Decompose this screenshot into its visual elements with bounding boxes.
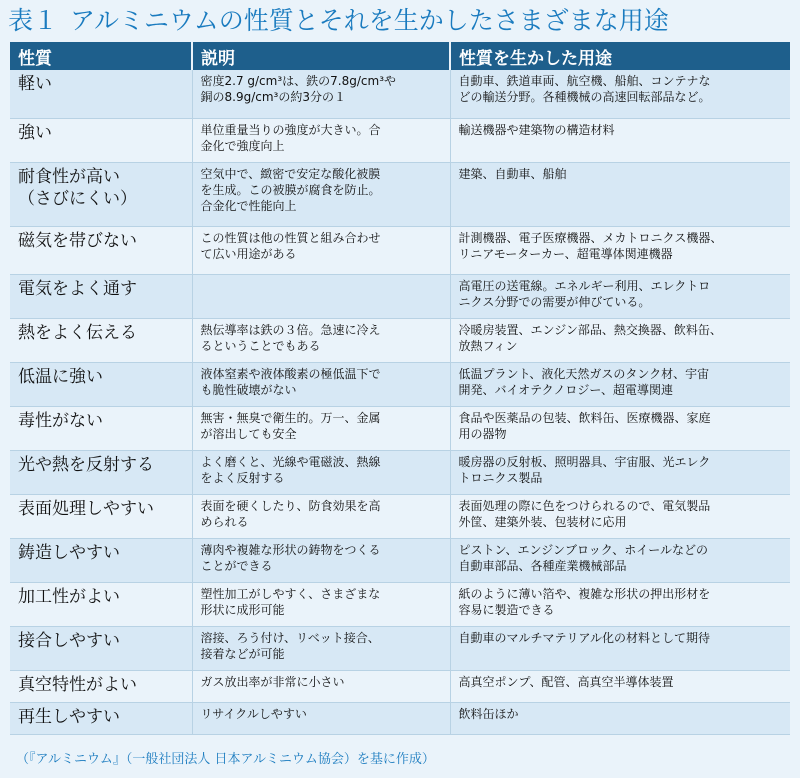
- description-line: この性質は他の性質と組み合わせ: [200, 230, 381, 245]
- description-line: 液体窒素や液体酸素の極低温下で: [200, 366, 381, 381]
- property-line: 磁気を帯びない: [18, 230, 137, 251]
- property-cell: [10, 162, 192, 226]
- table-body: [10, 70, 790, 734]
- description-cell: [192, 538, 450, 582]
- table-row: [10, 162, 790, 226]
- description-line: 金化で強度向上: [200, 138, 285, 153]
- uses-line: 飲料缶ほか: [458, 706, 519, 721]
- description-line: 無害・無臭で衛生的。万一、金属: [200, 410, 381, 425]
- uses-line: ピストン、エンジンブロック、ホイールなどの: [458, 542, 708, 557]
- uses-line: 紙のように薄い箔や、複雑な形状の押出形材を: [458, 586, 711, 601]
- description-line: も脆性破壊がない: [200, 382, 297, 397]
- property-line: 加工性がよい: [18, 586, 120, 607]
- uses-cell: [450, 670, 790, 702]
- table-row: [10, 494, 790, 538]
- description-cell: [192, 162, 450, 226]
- property-line: 光や熱を反射する: [18, 454, 154, 475]
- description-line: 熱伝導率は鉄の３倍。急速に冷え: [200, 322, 381, 337]
- uses-cell: [450, 318, 790, 362]
- description-line: められる: [200, 514, 249, 529]
- description-line: て広い用途がある: [200, 246, 297, 261]
- uses-line: 輸送機器や建築物の構造材料: [458, 122, 615, 137]
- uses-cell: [450, 162, 790, 226]
- property-line: 耐食性が高い: [18, 166, 120, 187]
- uses-cell: [450, 362, 790, 406]
- table-title: [6, 4, 669, 38]
- description-cell: [192, 582, 450, 626]
- header-uses: 性質を生かした用途: [450, 42, 790, 70]
- description-cell: [192, 702, 450, 734]
- uses-line: 容易に製造できる: [458, 602, 555, 617]
- property-cell: [10, 450, 192, 494]
- table-title-text: アルミニウムの性質とそれを生かしたさまざまな用途: [70, 6, 669, 35]
- description-cell: [192, 494, 450, 538]
- properties-table: [10, 42, 790, 735]
- property-cell: [10, 670, 192, 702]
- property-cell: [10, 318, 192, 362]
- property-line: 電気をよく通す: [18, 278, 137, 299]
- description-cell: [192, 670, 450, 702]
- uses-line: 表面処理の際に色をつけられるので、電気製品: [458, 498, 711, 513]
- table-row: [10, 702, 790, 734]
- table-header-row: [10, 42, 790, 70]
- property-line: 低温に強い: [18, 366, 103, 387]
- property-line: 毒性がない: [18, 410, 103, 431]
- property-line: 鋳造しやすい: [18, 542, 120, 563]
- uses-cell: [450, 70, 790, 118]
- table-row: [10, 626, 790, 670]
- property-cell: [10, 538, 192, 582]
- description-line: るということでもある: [200, 338, 321, 353]
- uses-line: 用の器物: [458, 426, 507, 441]
- description-line: 銅の8.9g/cm³の約3分の１: [200, 90, 346, 104]
- description-line: ことができる: [200, 558, 273, 573]
- description-line: が溶出しても安全: [200, 426, 297, 441]
- property-line: 熱をよく伝える: [18, 322, 137, 343]
- uses-line: 自動車、鉄道車両、航空機、船舶、コンテナな: [458, 74, 711, 88]
- table-row: [10, 274, 790, 318]
- description-line: ガス放出率が非常に小さい: [200, 674, 345, 689]
- description-line: 形状に成形可能: [200, 602, 285, 617]
- description-line: 塑性加工がしやすく、さまざまな: [200, 586, 381, 601]
- property-cell: [10, 406, 192, 450]
- table-row: [10, 118, 790, 162]
- description-cell: [192, 274, 450, 318]
- uses-cell: [450, 702, 790, 734]
- uses-line: 冷暖房装置、エンジン部品、熱交換器、飲料缶、: [458, 322, 722, 337]
- uses-line: 建築、自動車、船舶: [458, 166, 567, 181]
- description-line: 接着などが可能: [200, 646, 285, 661]
- table-row: [10, 318, 790, 362]
- uses-cell: [450, 274, 790, 318]
- description-line: 空気中で、緻密で安定な酸化被膜: [200, 166, 381, 181]
- description-cell: [192, 362, 450, 406]
- uses-cell: [450, 406, 790, 450]
- table-row: [10, 70, 790, 118]
- description-line: 溶接、ろう付け、リベット接合、: [200, 630, 380, 645]
- header-description: 説明: [192, 42, 450, 70]
- table-row: [10, 226, 790, 274]
- description-cell: [192, 626, 450, 670]
- uses-line: 高真空ポンプ、配管、高真空半導体装置: [458, 674, 674, 689]
- property-line: 軽い: [18, 74, 52, 94]
- uses-cell: [450, 538, 790, 582]
- uses-cell: [450, 582, 790, 626]
- source-footnote: （『アルミニウム』（一般社団法人 日本アルミニウム協会）を基に作成）: [16, 752, 435, 767]
- uses-line: 自動車部品、各種産業機械部品: [458, 558, 627, 573]
- description-line: 合金化で性能向上: [200, 198, 297, 213]
- uses-line: 高電圧の送電線。エネルギー利用、エレクトロ: [458, 278, 711, 293]
- description-line: 密度2.7 g/cm³は、鉄の7.8g/cm³や: [200, 74, 396, 88]
- description-cell: [192, 70, 450, 118]
- property-line: 表面処理しやすい: [18, 498, 154, 519]
- uses-line: ニクス分野での需要が伸びている。: [458, 294, 651, 309]
- uses-line: トロニクス製品: [458, 470, 543, 485]
- table-row: [10, 450, 790, 494]
- uses-line: 自動車のマルチマテリアル化の材料として期待: [458, 630, 711, 645]
- property-cell: [10, 362, 192, 406]
- uses-cell: [450, 118, 790, 162]
- uses-cell: [450, 626, 790, 670]
- table-row: [10, 538, 790, 582]
- property-cell: [10, 70, 192, 118]
- description-cell: [192, 226, 450, 274]
- description-cell: [192, 406, 450, 450]
- uses-line: どの輸送分野。各種機械の高速回転部品など。: [458, 90, 711, 104]
- table-row: [10, 582, 790, 626]
- description-line: よく磨くと、光線や電磁波、熱線: [200, 454, 381, 469]
- uses-line: 開発、バイオテクノロジー、超電導関連: [458, 382, 673, 397]
- property-line: （さびにくい）: [18, 188, 137, 209]
- property-line: 再生しやすい: [18, 706, 120, 727]
- property-cell: [10, 226, 192, 274]
- table-number: 表１: [8, 6, 59, 35]
- property-cell: [10, 626, 192, 670]
- property-line: 接合しやすい: [18, 630, 120, 651]
- uses-line: 放熱フィン: [458, 338, 518, 353]
- uses-line: 暖房器の反射板、照明器具、宇宙服、光エレク: [458, 454, 711, 469]
- uses-line: 計測機器、電子医療機器、メカトロニクス機器、: [458, 230, 723, 245]
- property-line: 強い: [18, 122, 52, 143]
- table-row: [10, 362, 790, 406]
- table-row: [10, 406, 790, 450]
- uses-line: 低温プラント、液化天然ガスのタンク材、宇宙: [458, 366, 710, 381]
- description-cell: [192, 450, 450, 494]
- uses-cell: [450, 226, 790, 274]
- property-cell: [10, 582, 192, 626]
- table-row: [10, 670, 790, 702]
- uses-cell: [450, 450, 790, 494]
- property-cell: [10, 494, 192, 538]
- description-line: を生成。この被膜が腐食を防止。: [200, 182, 381, 197]
- property-cell: [10, 118, 192, 162]
- uses-line: 食品や医薬品の包装、飲料缶、医療機器、家庭: [458, 410, 711, 425]
- description-line: 表面を硬くしたり、防食効果を高: [200, 498, 381, 513]
- property-cell: [10, 702, 192, 734]
- uses-line: 外筐、建築外装、包装材に応用: [458, 514, 627, 529]
- header-property: 性質: [10, 42, 192, 70]
- description-line: 薄肉や複雑な形状の鋳物をつくる: [200, 542, 381, 557]
- description-line: 単位重量当りの強度が大きい。合: [200, 122, 381, 137]
- description-line: をよく反射する: [200, 470, 285, 485]
- description-cell: [192, 318, 450, 362]
- description-cell: [192, 118, 450, 162]
- property-cell: [10, 274, 192, 318]
- property-line: 真空特性がよい: [18, 674, 137, 695]
- uses-cell: [450, 494, 790, 538]
- description-line: リサイクルしやすい: [200, 706, 307, 721]
- uses-line: リニアモーターカー、超電導体関連機器: [458, 246, 673, 261]
